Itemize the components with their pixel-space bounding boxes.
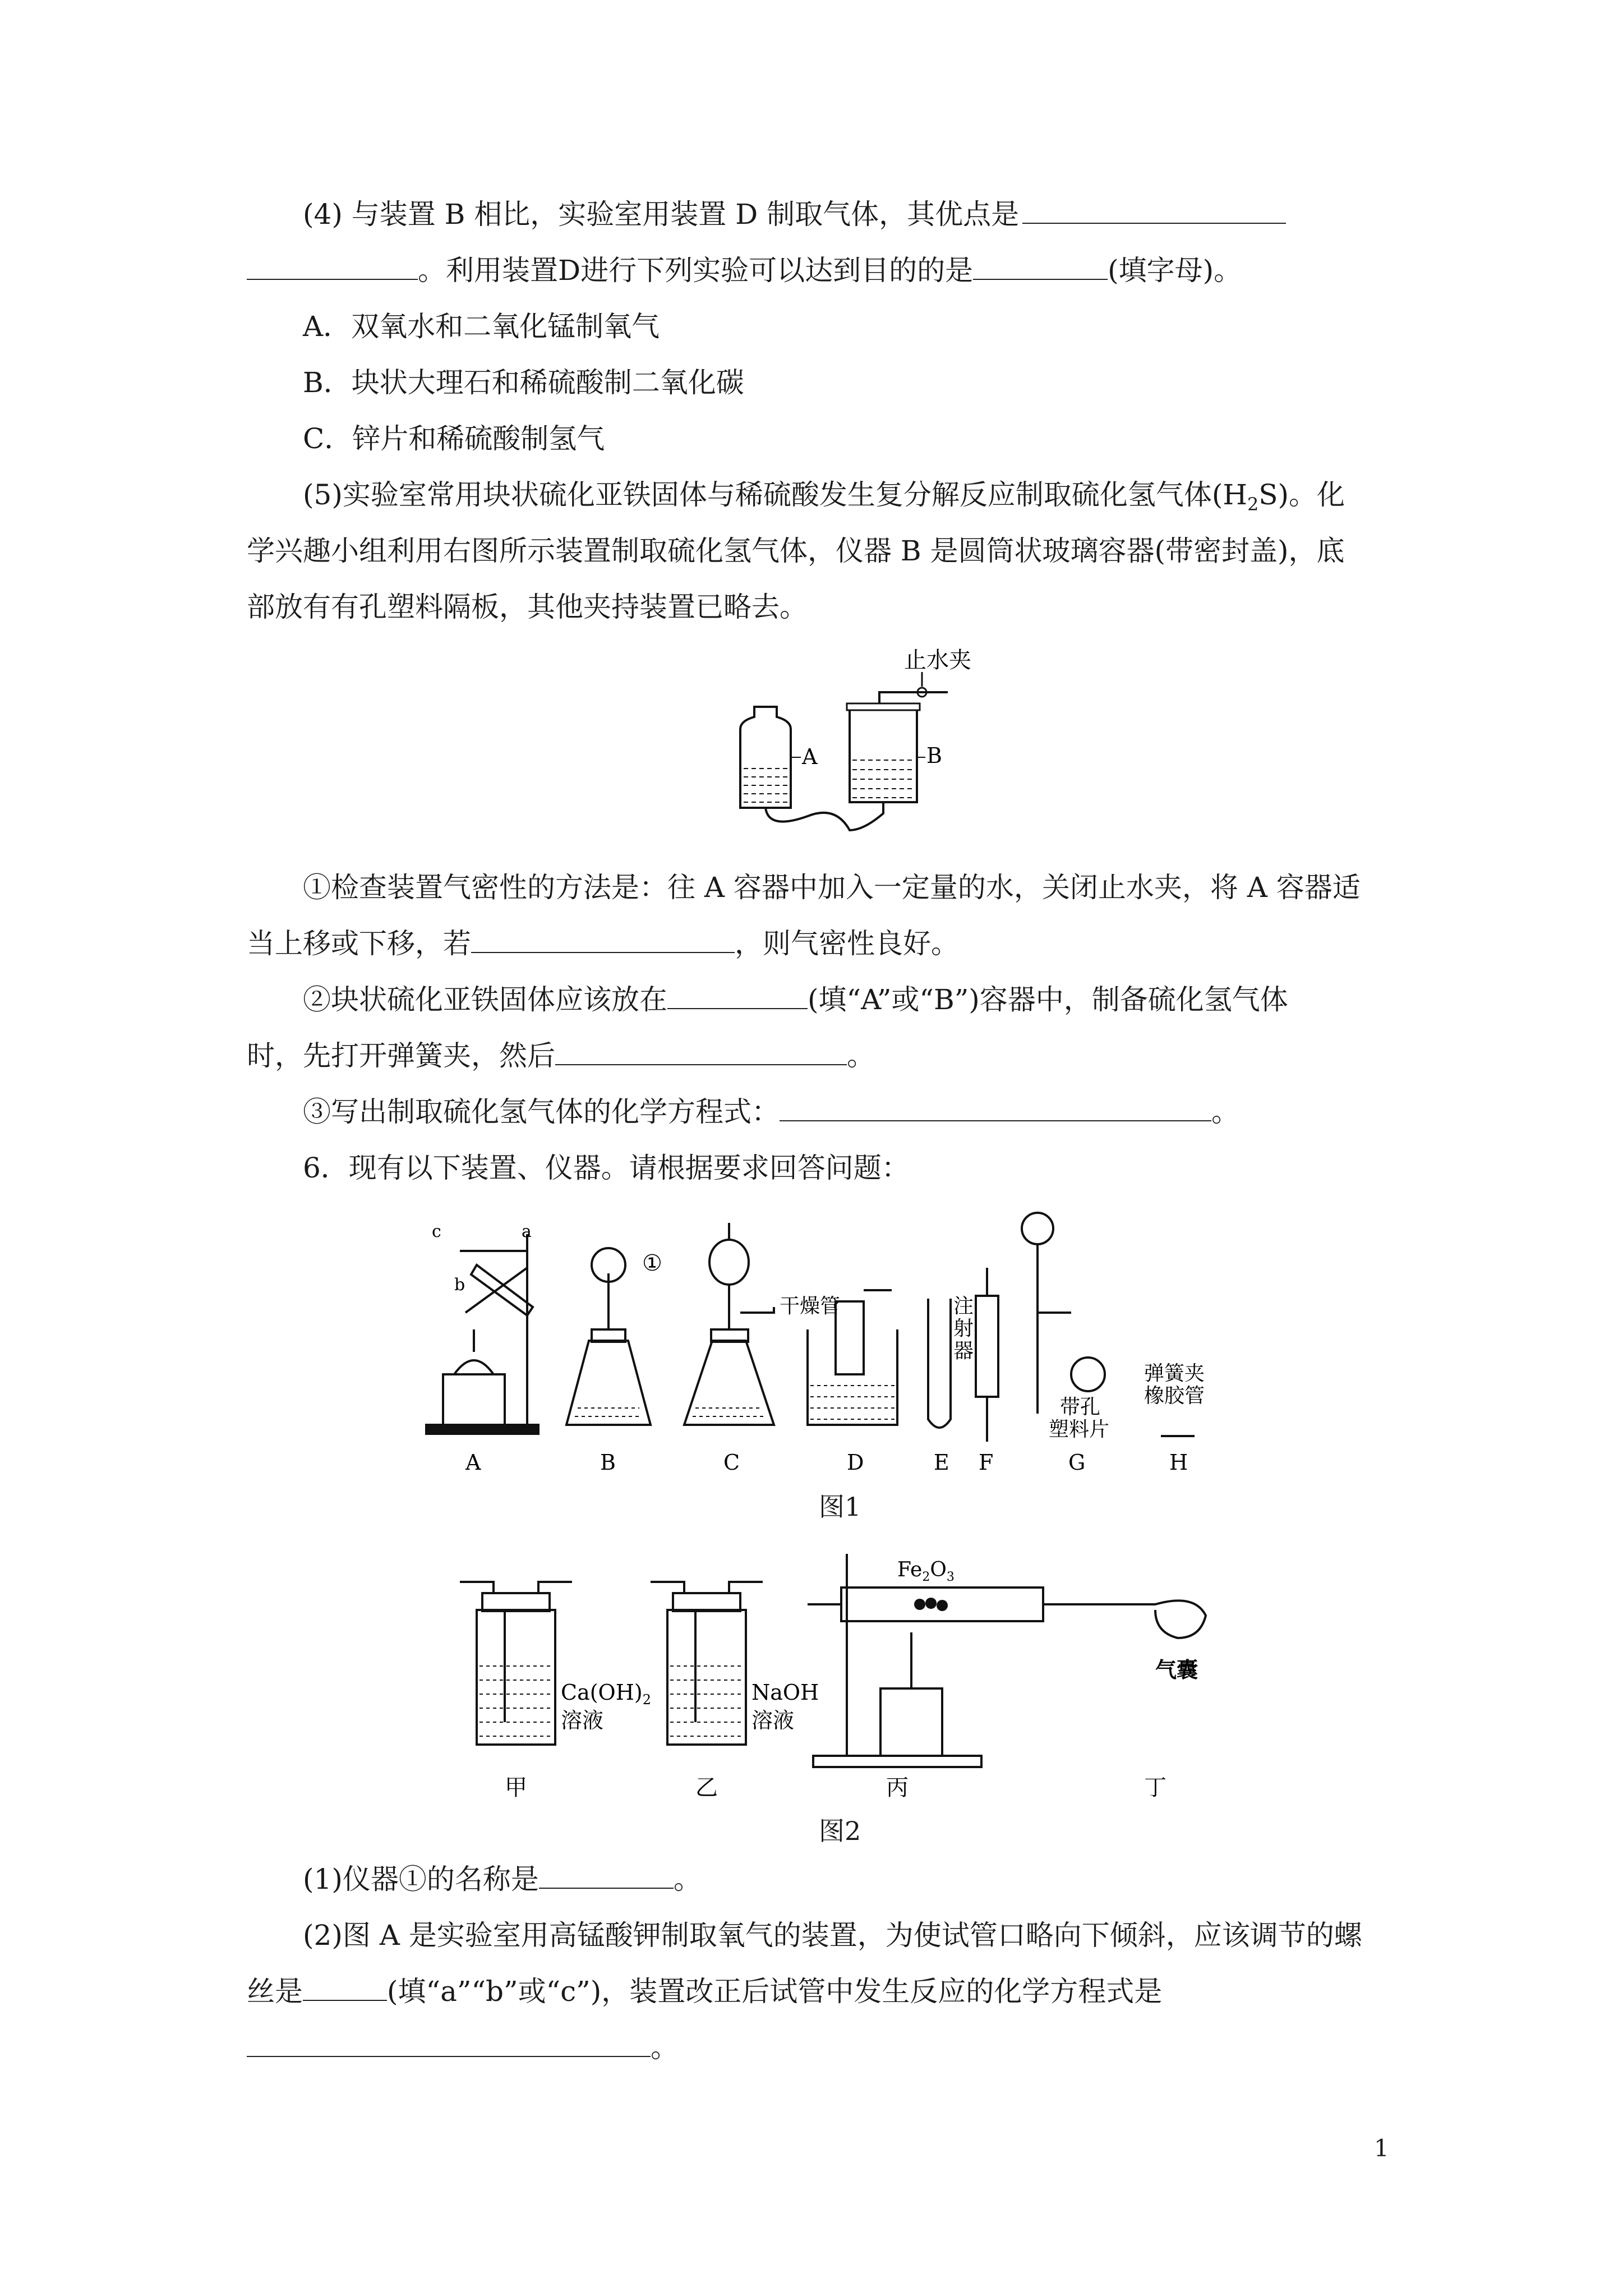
label-jia: 甲 — [505, 1775, 527, 1801]
label-B: B — [600, 1450, 616, 1475]
q5-text: 时，先打开弹簧夹，然后 — [247, 1039, 555, 1072]
naoh-solution-label: 溶液 — [751, 1708, 795, 1733]
label-yi: 乙 — [695, 1775, 718, 1801]
label-E: E — [934, 1450, 949, 1475]
label-C: C — [723, 1450, 740, 1475]
screw-a-label: a — [522, 1222, 532, 1241]
subscript: 2 — [1247, 494, 1259, 515]
q5-text: 。 — [847, 1039, 875, 1072]
clamp-label: 止水夹 — [904, 647, 971, 673]
q6-text: (1)仪器①的名称是 — [303, 1863, 539, 1895]
plate-label: 带孔 — [1060, 1396, 1101, 1419]
drying-tube-label: 干燥管 — [780, 1295, 841, 1318]
page-number: 1 — [1374, 2134, 1389, 2162]
answer-blank[interactable] — [555, 1039, 847, 1065]
q6-text: 。 — [673, 1863, 702, 1895]
label-A: A — [465, 1450, 481, 1475]
q5-text: ，则气密性良好。 — [735, 927, 959, 960]
q5-text: S)。化 — [1258, 478, 1345, 511]
option-c: C．锌片和稀硫酸制氢气 — [303, 422, 605, 455]
answer-blank[interactable] — [1022, 198, 1286, 224]
subscript: 2 — [922, 1570, 930, 1584]
answer-blank[interactable] — [780, 1096, 1211, 1121]
q5-text: ③写出制取硫化氢气体的化学方程式： — [303, 1096, 780, 1128]
figure-2-caption: 图2 — [819, 1816, 861, 1846]
q6-text: (填“a”“b”或“c”)，装置改正后试管中发生反应的化学方程式是 — [387, 1975, 1163, 2008]
syringe-label: 器 — [953, 1340, 974, 1363]
answer-blank[interactable] — [303, 1975, 387, 2001]
label-D: D — [847, 1450, 864, 1475]
figure-2-apparatus — [449, 1531, 1256, 1806]
answer-blank[interactable] — [247, 2031, 651, 2057]
q6-p1 — [303, 1862, 702, 1896]
subscript: 3 — [946, 1570, 955, 1584]
label-bing: 丙 — [886, 1775, 909, 1801]
q6-p2-line3 — [247, 2031, 679, 2064]
q5-text: 当上移或下移，若 — [247, 927, 471, 960]
answer-blank[interactable] — [667, 983, 808, 1009]
q5-line3: 部放有有孔塑料隔板，其他夹持装置已略去。 — [247, 591, 808, 623]
option-b: B．块状大理石和稀硫酸制二氧化碳 — [303, 366, 744, 399]
figure-1-apparatus — [415, 1200, 1267, 1481]
q6-p2-line1: (2)图 A 是实验室用高锰酸钾制取氧气的装置，为使试管口略向下倾斜，应该调节的螺 — [303, 1919, 1362, 1952]
q6-text: 。 — [651, 2031, 679, 2064]
fe2o3-label — [897, 1558, 955, 1584]
plate-label: 塑料片 — [1049, 1418, 1110, 1441]
label-b: B — [926, 743, 942, 768]
q5-s2-line2 — [247, 1039, 875, 1073]
q4-text: (4) 与装置 B 相比，实验室用装置 D 制取气体，其优点是 — [303, 198, 1020, 231]
q5-s3 — [303, 1095, 1239, 1129]
h2s-apparatus-figure — [729, 645, 987, 836]
answer-blank[interactable] — [247, 254, 418, 280]
screw-b-label: b — [454, 1275, 465, 1295]
syringe-label: 注 — [953, 1295, 974, 1318]
q5-text: (5)实验室常用块状硫化亚铁固体与稀硫酸发生复分解反应制取硫化氢气体(H — [303, 478, 1247, 511]
subscript: 2 — [642, 1692, 651, 1708]
q5-s2-line1 — [303, 983, 1288, 1016]
clip-label: 弹簧夹 — [1144, 1362, 1205, 1385]
caoh2-text: Ca(OH) — [561, 1680, 643, 1705]
instrument-1-label: ① — [642, 1250, 662, 1276]
label-H: H — [1169, 1450, 1188, 1475]
answer-blank[interactable] — [471, 927, 735, 953]
label-F: F — [979, 1450, 994, 1475]
q6-intro: 6．现有以下装置、仪器。请根据要求回答问题： — [303, 1152, 910, 1184]
q5-line1 — [303, 478, 1345, 521]
label-a: A — [802, 744, 818, 769]
fe-text: Fe — [897, 1558, 923, 1581]
q4-text: (填字母)。 — [1108, 254, 1242, 287]
clip-label: 橡胶管 — [1144, 1384, 1205, 1407]
q5-s1-line2 — [247, 927, 959, 960]
naoh-label: NaOH — [751, 1680, 819, 1705]
figure-1-caption: 图1 — [819, 1492, 861, 1522]
gas-bag-label: 气囊 — [1155, 1657, 1198, 1682]
o-text: O — [930, 1558, 947, 1581]
q5-s1-line1: ①检查装置气密性的方法是：往 A 容器中加入一定量的水，关闭止水夹，将 A 容器适 — [303, 871, 1361, 904]
q6-text: 丝是 — [247, 1975, 303, 2008]
caoh2-solution-label: 溶液 — [561, 1708, 604, 1733]
q5-text: ②块状硫化亚铁固体应该放在 — [303, 983, 667, 1016]
caoh2-label — [561, 1680, 651, 1708]
q5-line2: 学兴趣小组利用右图所示装置制取硫化氢气体，仪器 B 是圆筒状玻璃容器(带密封盖)，底 — [247, 535, 1345, 567]
q4-text: 。利用装置D进行下列实验可以达到目的的是 — [418, 254, 974, 287]
screw-c-label: c — [432, 1222, 441, 1241]
syringe-label: 射 — [953, 1317, 974, 1340]
q4-line1 — [303, 197, 1286, 231]
q5-text: (填“A”或“B”)容器中，制备硫化氢气体 — [808, 983, 1288, 1016]
label-G: G — [1068, 1450, 1086, 1475]
q5-text: 。 — [1211, 1096, 1239, 1128]
q6-p2-line2 — [247, 1975, 1162, 2008]
label-ding: 丁 — [1144, 1775, 1166, 1801]
option-a: A．双氧水和二氧化锰制氧气 — [303, 310, 660, 343]
q4-line2 — [247, 254, 1242, 287]
answer-blank[interactable] — [539, 1863, 674, 1889]
answer-blank[interactable] — [973, 254, 1108, 280]
